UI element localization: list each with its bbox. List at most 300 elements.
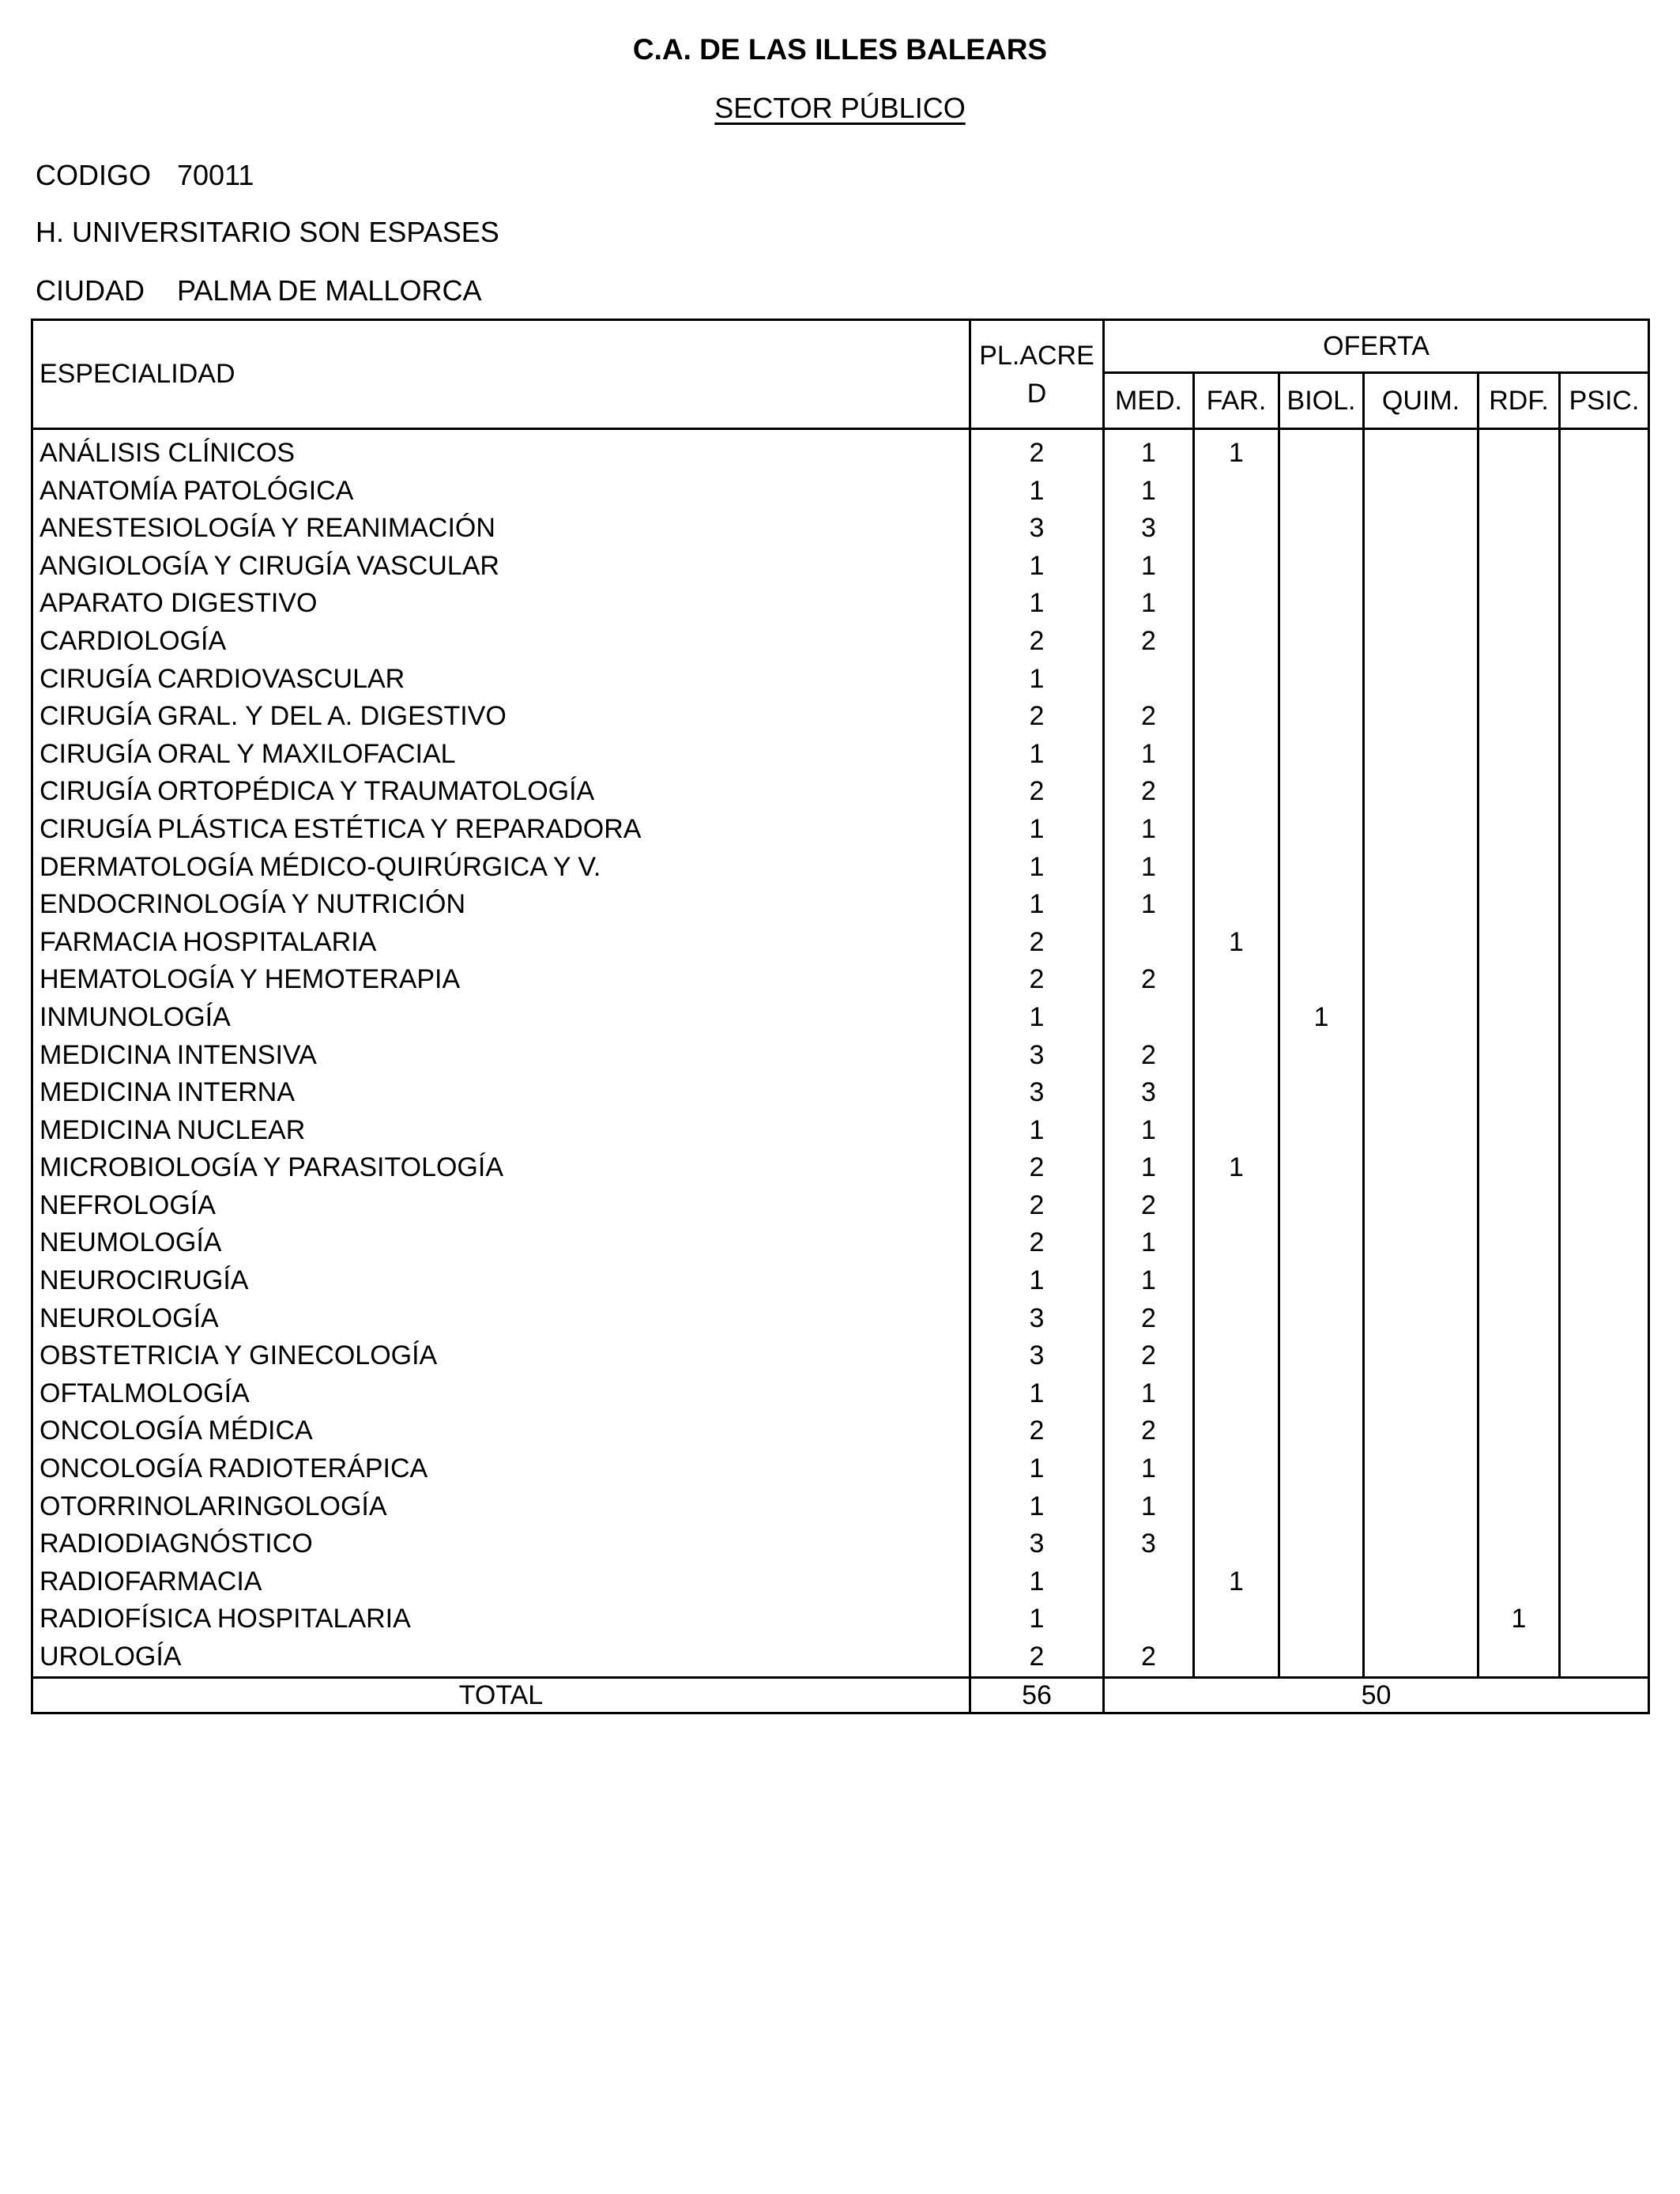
rdf-cell [1478, 1112, 1560, 1150]
far-cell [1194, 1337, 1279, 1375]
pl-cell: 1 [970, 1600, 1104, 1638]
hospital-name: H. UNIVERSITARIO SON ESPASES [36, 216, 499, 248]
table-row [32, 698, 1649, 736]
rdf-cell [1478, 1074, 1560, 1112]
table-row [32, 429, 1649, 473]
table-row [32, 1112, 1649, 1150]
far-cell [1194, 1300, 1279, 1338]
quim-cell [1364, 1375, 1478, 1413]
table-row [32, 1337, 1649, 1375]
med-cell: 2 [1104, 1300, 1194, 1338]
rdf-cell [1478, 1337, 1560, 1375]
quim-cell [1364, 773, 1478, 811]
codigo-line [0, 158, 553, 193]
total-row [32, 1677, 1649, 1713]
pl-cell: 1 [970, 548, 1104, 586]
med-cell: 1 [1104, 849, 1194, 887]
ciudad-line [0, 273, 711, 308]
far-cell [1194, 623, 1279, 661]
table-row [32, 1149, 1649, 1187]
biol-cell [1279, 1375, 1364, 1413]
especialidad-cell: HEMATOLOGÍA Y HEMOTERAPIA [32, 961, 970, 999]
total-placred: 56 [970, 1677, 1104, 1713]
psic-cell [1560, 886, 1649, 924]
med-cell [1104, 924, 1194, 962]
pl-cell: 1 [970, 811, 1104, 849]
quim-cell [1364, 961, 1478, 999]
rdf-cell [1478, 999, 1560, 1037]
biol-cell [1279, 429, 1364, 473]
table-row [32, 1375, 1649, 1413]
med-cell: 1 [1104, 473, 1194, 511]
biol-cell [1279, 1074, 1364, 1112]
psic-cell [1560, 961, 1649, 999]
especialidad-cell: MEDICINA INTENSIVA [32, 1037, 970, 1075]
especialidad-cell: CARDIOLOGÍA [32, 623, 970, 661]
plazas-table [31, 319, 1650, 1714]
pl-cell: 3 [970, 1074, 1104, 1112]
psic-cell [1560, 1450, 1649, 1488]
rdf-cell [1478, 661, 1560, 699]
quim-cell [1364, 623, 1478, 661]
far-cell [1194, 473, 1279, 511]
quim-cell [1364, 1037, 1478, 1075]
table-row [32, 999, 1649, 1037]
header-rdf: RDF. [1478, 373, 1560, 429]
pl-cell: 2 [970, 961, 1104, 999]
table-row [32, 773, 1649, 811]
med-cell: 2 [1104, 1037, 1194, 1075]
quim-cell [1364, 510, 1478, 548]
rdf-cell [1478, 1488, 1560, 1526]
especialidad-cell: MEDICINA NUCLEAR [32, 1112, 970, 1150]
med-cell: 2 [1104, 698, 1194, 736]
table-row [32, 1488, 1649, 1526]
biol-cell [1279, 1187, 1364, 1225]
header-psic: PSIC. [1560, 373, 1649, 429]
pl-cell: 2 [970, 623, 1104, 661]
far-cell: 1 [1194, 924, 1279, 962]
rdf-cell [1478, 585, 1560, 623]
rdf-cell [1478, 1300, 1560, 1338]
biol-cell [1279, 698, 1364, 736]
especialidad-cell: MICROBIOLOGÍA Y PARASITOLOGÍA [32, 1149, 970, 1187]
especialidad-cell: DERMATOLOGÍA MÉDICO-QUIRÚRGICA Y V. [32, 849, 970, 887]
pl-cell: 2 [970, 698, 1104, 736]
psic-cell [1560, 1300, 1649, 1338]
pl-cell: 1 [970, 661, 1104, 699]
biol-cell [1279, 473, 1364, 511]
especialidad-cell: ANESTESIOLOGÍA Y REANIMACIÓN [32, 510, 970, 548]
psic-cell [1560, 623, 1649, 661]
pl-cell: 2 [970, 1149, 1104, 1187]
quim-cell [1364, 1488, 1478, 1526]
far-cell [1194, 849, 1279, 887]
med-cell: 2 [1104, 1638, 1194, 1677]
psic-cell [1560, 698, 1649, 736]
biol-cell [1279, 1638, 1364, 1677]
table-row [32, 811, 1649, 849]
psic-cell [1560, 1638, 1649, 1677]
header-oferta: OFERTA [1104, 320, 1649, 373]
hospital-line [0, 215, 711, 250]
quim-cell [1364, 1600, 1478, 1638]
far-cell [1194, 1074, 1279, 1112]
far-cell [1194, 1037, 1279, 1075]
rdf-cell [1478, 429, 1560, 473]
quim-cell [1364, 1563, 1478, 1601]
especialidad-cell: ONCOLOGÍA RADIOTERÁPICA [32, 1450, 970, 1488]
rdf-cell [1478, 1262, 1560, 1300]
biol-cell [1279, 1600, 1364, 1638]
rdf-cell [1478, 773, 1560, 811]
header-quim: QUIM. [1364, 373, 1478, 429]
biol-cell [1279, 510, 1364, 548]
psic-cell [1560, 1525, 1649, 1563]
table-row [32, 548, 1649, 586]
psic-cell [1560, 429, 1649, 473]
table-row [32, 661, 1649, 699]
psic-cell [1560, 1337, 1649, 1375]
psic-cell [1560, 1563, 1649, 1601]
table-row [32, 1563, 1649, 1601]
med-cell [1104, 999, 1194, 1037]
table-row [32, 924, 1649, 962]
biol-cell [1279, 924, 1364, 962]
especialidad-cell: CIRUGÍA ORAL Y MAXILOFACIAL [32, 736, 970, 774]
table-row [32, 1224, 1649, 1262]
psic-cell [1560, 1224, 1649, 1262]
psic-cell [1560, 811, 1649, 849]
pl-cell: 3 [970, 1525, 1104, 1563]
med-cell: 2 [1104, 1412, 1194, 1450]
especialidad-cell: RADIOFARMACIA [32, 1563, 970, 1601]
biol-cell [1279, 1450, 1364, 1488]
far-cell [1194, 1375, 1279, 1413]
med-cell: 2 [1104, 1337, 1194, 1375]
far-cell [1194, 1412, 1279, 1450]
quim-cell [1364, 429, 1478, 473]
especialidad-cell: OBSTETRICIA Y GINECOLOGÍA [32, 1337, 970, 1375]
pl-cell: 2 [970, 1412, 1104, 1450]
quim-cell [1364, 1074, 1478, 1112]
med-cell: 1 [1104, 585, 1194, 623]
quim-cell [1364, 1112, 1478, 1150]
far-cell [1194, 698, 1279, 736]
pl-cell: 2 [970, 429, 1104, 473]
pl-cell: 1 [970, 849, 1104, 887]
page-title: C.A. DE LAS ILLES BALEARS [632, 33, 1048, 66]
quim-cell [1364, 661, 1478, 699]
med-cell: 2 [1104, 773, 1194, 811]
psic-cell [1560, 1412, 1649, 1450]
table-body [32, 429, 1649, 1678]
pl-cell: 1 [970, 1262, 1104, 1300]
quim-cell [1364, 811, 1478, 849]
total-oferta: 50 [1104, 1677, 1649, 1713]
med-cell: 2 [1104, 623, 1194, 661]
biol-cell [1279, 1037, 1364, 1075]
far-cell [1194, 585, 1279, 623]
far-cell [1194, 1450, 1279, 1488]
page-subtitle [0, 89, 1680, 127]
table-row [32, 1037, 1649, 1075]
table-row [32, 1074, 1649, 1112]
rdf-cell [1478, 1525, 1560, 1563]
far-cell: 1 [1194, 1149, 1279, 1187]
table-row [32, 1262, 1649, 1300]
med-cell: 1 [1104, 1450, 1194, 1488]
pl-cell: 3 [970, 1037, 1104, 1075]
psic-cell [1560, 1375, 1649, 1413]
biol-cell [1279, 1112, 1364, 1150]
far-cell [1194, 1525, 1279, 1563]
pl-cell: 2 [970, 1638, 1104, 1677]
rdf-cell [1478, 811, 1560, 849]
rdf-cell [1478, 1375, 1560, 1413]
psic-cell [1560, 1187, 1649, 1225]
pl-cell: 1 [970, 999, 1104, 1037]
especialidad-cell: CIRUGÍA ORTOPÉDICA Y TRAUMATOLOGÍA [32, 773, 970, 811]
header-biol: BIOL. [1279, 373, 1364, 429]
med-cell: 2 [1104, 1187, 1194, 1225]
far-cell: 1 [1194, 429, 1279, 473]
med-cell: 1 [1104, 736, 1194, 774]
especialidad-cell: APARATO DIGESTIVO [32, 585, 970, 623]
table-row [32, 1300, 1649, 1338]
biol-cell [1279, 585, 1364, 623]
far-cell [1194, 661, 1279, 699]
rdf-cell [1478, 623, 1560, 661]
especialidad-cell: OTORRINOLARINGOLOGÍA [32, 1488, 970, 1526]
pl-cell: 1 [970, 1488, 1104, 1526]
quim-cell [1364, 1149, 1478, 1187]
especialidad-cell: CIRUGÍA PLÁSTICA ESTÉTICA Y REPARADORA [32, 811, 970, 849]
table-row [32, 473, 1649, 511]
med-cell [1104, 1563, 1194, 1601]
rdf-cell [1478, 1412, 1560, 1450]
far-cell [1194, 961, 1279, 999]
rdf-cell [1478, 473, 1560, 511]
table-row [32, 849, 1649, 887]
table-row [32, 886, 1649, 924]
pl-cell: 1 [970, 1375, 1104, 1413]
quim-cell [1364, 999, 1478, 1037]
especialidad-cell: MEDICINA INTERNA [32, 1074, 970, 1112]
codigo-label: CODIGO [36, 159, 152, 191]
header-med: MED. [1104, 373, 1194, 429]
especialidad-cell: CIRUGÍA CARDIOVASCULAR [32, 661, 970, 699]
especialidad-cell: INMUNOLOGÍA [32, 999, 970, 1037]
especialidad-cell: NEUMOLOGÍA [32, 1224, 970, 1262]
med-cell: 3 [1104, 510, 1194, 548]
quim-cell [1364, 736, 1478, 774]
header-placred: PL.ACRE D [970, 320, 1104, 429]
psic-cell [1560, 1149, 1649, 1187]
table-row [32, 1412, 1649, 1450]
biol-cell [1279, 1224, 1364, 1262]
especialidad-cell: NEUROCIRUGÍA [32, 1262, 970, 1300]
med-cell: 1 [1104, 1112, 1194, 1150]
biol-cell [1279, 1300, 1364, 1338]
pl-cell: 2 [970, 773, 1104, 811]
med-cell: 3 [1104, 1074, 1194, 1112]
table-row [32, 510, 1649, 548]
quim-cell [1364, 1262, 1478, 1300]
med-cell: 1 [1104, 886, 1194, 924]
far-cell [1194, 548, 1279, 586]
psic-cell [1560, 1037, 1649, 1075]
especialidad-cell: OFTALMOLOGÍA [32, 1375, 970, 1413]
quim-cell [1364, 473, 1478, 511]
subtitle-text: SECTOR PÚBLICO [714, 92, 966, 124]
table-row [32, 961, 1649, 999]
biol-cell [1279, 886, 1364, 924]
med-cell: 1 [1104, 429, 1194, 473]
biol-cell [1279, 1563, 1364, 1601]
rdf-cell [1478, 886, 1560, 924]
ciudad-value: PALMA DE MALLORCA [177, 274, 482, 307]
psic-cell [1560, 585, 1649, 623]
especialidad-cell: NEFROLOGÍA [32, 1187, 970, 1225]
rdf-cell [1478, 1037, 1560, 1075]
especialidad-cell: ENDOCRINOLOGÍA Y NUTRICIÓN [32, 886, 970, 924]
pl-cell: 3 [970, 510, 1104, 548]
far-cell [1194, 1112, 1279, 1150]
especialidad-cell: FARMACIA HOSPITALARIA [32, 924, 970, 962]
total-label: TOTAL [32, 1677, 970, 1713]
pl-cell: 1 [970, 1450, 1104, 1488]
biol-cell [1279, 661, 1364, 699]
med-cell: 1 [1104, 1262, 1194, 1300]
table-row [32, 1187, 1649, 1225]
especialidad-cell: ONCOLOGÍA MÉDICA [32, 1412, 970, 1450]
quim-cell [1364, 1450, 1478, 1488]
pl-cell: 2 [970, 1224, 1104, 1262]
pl-cell: 2 [970, 924, 1104, 962]
med-cell: 2 [1104, 961, 1194, 999]
far-cell [1194, 1224, 1279, 1262]
rdf-cell [1478, 961, 1560, 999]
rdf-cell [1478, 698, 1560, 736]
rdf-cell [1478, 510, 1560, 548]
table-row [32, 623, 1649, 661]
especialidad-cell: ANGIOLOGÍA Y CIRUGÍA VASCULAR [32, 548, 970, 586]
far-cell [1194, 1262, 1279, 1300]
biol-cell [1279, 1412, 1364, 1450]
med-cell [1104, 661, 1194, 699]
psic-cell [1560, 1074, 1649, 1112]
med-cell: 1 [1104, 1224, 1194, 1262]
biol-cell [1279, 1262, 1364, 1300]
pl-cell: 1 [970, 1112, 1104, 1150]
biol-cell [1279, 623, 1364, 661]
especialidad-cell: UROLOGÍA [32, 1638, 970, 1677]
ciudad-label: CIUDAD [36, 274, 145, 307]
psic-cell [1560, 473, 1649, 511]
quim-cell [1364, 886, 1478, 924]
table-row [32, 1450, 1649, 1488]
pl-cell: 3 [970, 1300, 1104, 1338]
psic-cell [1560, 849, 1649, 887]
table-row [32, 1638, 1649, 1677]
pl-cell: 3 [970, 1337, 1104, 1375]
quim-cell [1364, 1525, 1478, 1563]
psic-cell [1560, 548, 1649, 586]
psic-cell [1560, 661, 1649, 699]
especialidad-cell: ANÁLISIS CLÍNICOS [32, 429, 970, 473]
far-cell [1194, 510, 1279, 548]
psic-cell [1560, 1488, 1649, 1526]
med-cell: 1 [1104, 1149, 1194, 1187]
med-cell: 3 [1104, 1525, 1194, 1563]
quim-cell [1364, 698, 1478, 736]
rdf-cell [1478, 1450, 1560, 1488]
quim-cell [1364, 1412, 1478, 1450]
far-cell [1194, 811, 1279, 849]
far-cell [1194, 736, 1279, 774]
med-cell: 1 [1104, 1488, 1194, 1526]
biol-cell [1279, 1149, 1364, 1187]
quim-cell [1364, 1300, 1478, 1338]
biol-cell [1279, 1488, 1364, 1526]
biol-cell [1279, 548, 1364, 586]
psic-cell [1560, 1600, 1649, 1638]
med-cell: 1 [1104, 1375, 1194, 1413]
especialidad-cell: RADIODIAGNÓSTICO [32, 1525, 970, 1563]
psic-cell [1560, 773, 1649, 811]
biol-cell: 1 [1279, 999, 1364, 1037]
quim-cell [1364, 1337, 1478, 1375]
far-cell [1194, 773, 1279, 811]
quim-cell [1364, 1638, 1478, 1677]
med-cell: 1 [1104, 811, 1194, 849]
header-especialidad: ESPECIALIDAD [32, 320, 970, 429]
biol-cell [1279, 1525, 1364, 1563]
psic-cell [1560, 1262, 1649, 1300]
table-row [32, 736, 1649, 774]
psic-cell [1560, 1112, 1649, 1150]
table-row [32, 585, 1649, 623]
quim-cell [1364, 548, 1478, 586]
psic-cell [1560, 999, 1649, 1037]
rdf-cell: 1 [1478, 1600, 1560, 1638]
quim-cell [1364, 924, 1478, 962]
med-cell [1104, 1600, 1194, 1638]
pl-cell: 1 [970, 1563, 1104, 1601]
far-cell [1194, 1488, 1279, 1526]
table-row [32, 1600, 1649, 1638]
far-cell [1194, 1187, 1279, 1225]
especialidad-cell: NEUROLOGÍA [32, 1300, 970, 1338]
biol-cell [1279, 849, 1364, 887]
rdf-cell [1478, 849, 1560, 887]
rdf-cell [1478, 736, 1560, 774]
psic-cell [1560, 510, 1649, 548]
rdf-cell [1478, 1187, 1560, 1225]
biol-cell [1279, 736, 1364, 774]
quim-cell [1364, 1187, 1478, 1225]
psic-cell [1560, 924, 1649, 962]
far-cell: 1 [1194, 1563, 1279, 1601]
pl-cell: 1 [970, 473, 1104, 511]
especialidad-cell: ANATOMÍA PATOLÓGICA [32, 473, 970, 511]
biol-cell [1279, 773, 1364, 811]
quim-cell [1364, 1224, 1478, 1262]
med-cell: 1 [1104, 548, 1194, 586]
far-cell [1194, 1600, 1279, 1638]
especialidad-cell: CIRUGÍA GRAL. Y DEL A. DIGESTIVO [32, 698, 970, 736]
